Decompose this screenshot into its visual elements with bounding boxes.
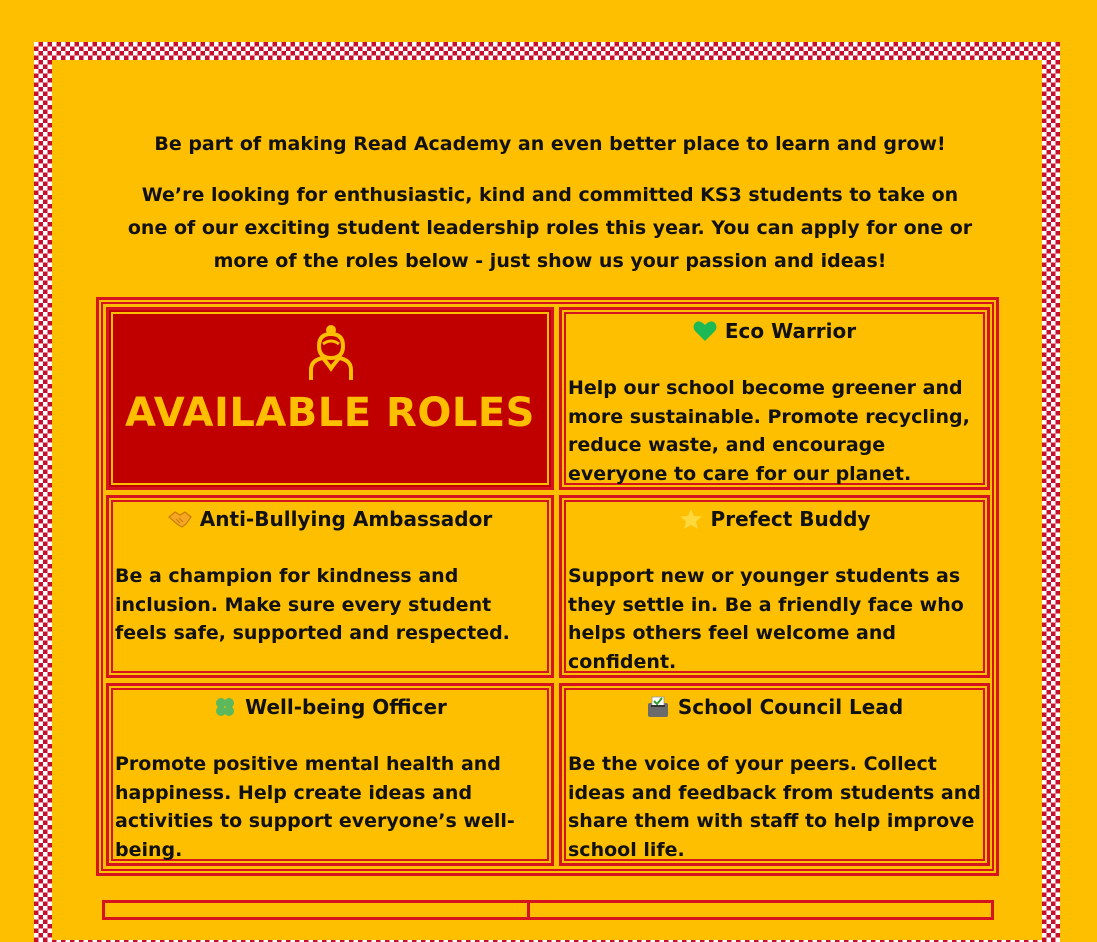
role-description: Be the voice of your peers. Collect ideas and feedback from students and share them with staff to help improve school life. bbox=[568, 753, 981, 861]
role-description: Promote positive mental health and happiness. Help create ideas and activities to support everyone’s well-being. bbox=[115, 753, 515, 861]
role-title bbox=[109, 694, 551, 720]
role-title-text: Eco Warrior bbox=[724, 319, 857, 343]
role-description: Be a champion for kindness and inclusion. Make sure every student feels safe, supported and respected. bbox=[115, 565, 510, 644]
available-roles-banner bbox=[106, 307, 554, 490]
role-card-prefect-buddy bbox=[559, 495, 990, 678]
role-card-school-council-lead bbox=[559, 683, 990, 866]
role-title-text: Anti-Bullying Ambassador bbox=[199, 507, 493, 531]
role-card-eco-warrior bbox=[559, 307, 990, 490]
role-title-text: School Council Lead bbox=[677, 695, 904, 719]
role-description: Help our school become greener and more sustainable. Promote recycling, reduce waste, and encourage everyone to care for our planet. bbox=[568, 377, 970, 485]
role-title bbox=[562, 318, 987, 344]
role-title bbox=[562, 506, 987, 532]
role-title bbox=[562, 694, 987, 720]
person-icon bbox=[305, 324, 357, 380]
role-title-text: Well-being Officer bbox=[245, 695, 447, 719]
role-title bbox=[109, 506, 551, 532]
next-section-box-left bbox=[102, 900, 530, 920]
role-card-well-being-officer bbox=[106, 683, 554, 866]
role-title-text: Prefect Buddy bbox=[710, 507, 871, 531]
intro-paragraph: We’re looking for enthusiastic, kind and committed KS3 students to take on one of our exciting student leadership roles this year. You can apply for one or more of the roles below - just show us your passion and ideas! bbox=[127, 184, 973, 272]
available-roles-title: AVAILABLE ROLES bbox=[125, 390, 535, 436]
four-leaf-clover-icon bbox=[213, 696, 237, 718]
role-description: Support new or younger students as they settle in. Be a friendly face who helps others feel welcome and confident. bbox=[568, 565, 964, 673]
handshake-icon bbox=[168, 508, 192, 530]
star-icon bbox=[679, 508, 703, 530]
intro-headline: Be part of making Read Academy an even better place to learn and grow! bbox=[154, 133, 946, 155]
green-heart-icon bbox=[693, 320, 717, 342]
ballot-box-icon bbox=[646, 696, 670, 718]
next-section-box-right bbox=[527, 900, 994, 920]
role-card-anti-bullying-ambassador bbox=[106, 495, 554, 678]
